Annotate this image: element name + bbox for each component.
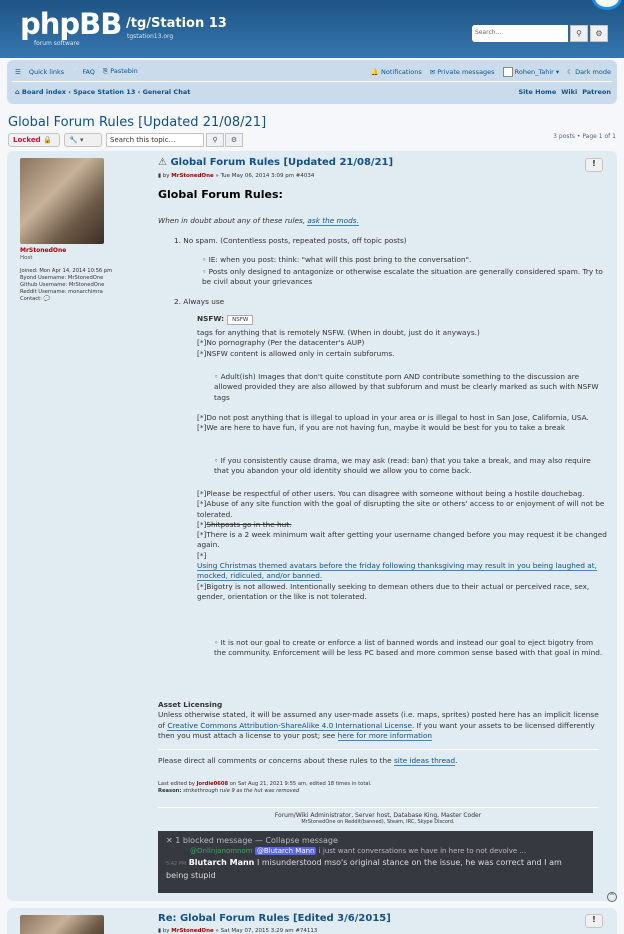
private-messages-link[interactable]: ✉ Private messages <box>429 68 495 76</box>
site-url: tgstation13.org <box>127 33 174 40</box>
nsfw-tag: NSFW <box>227 315 253 325</box>
chevron-down-icon: ▾ <box>79 136 84 144</box>
edit-rest: on Sat Aug 21, 2021 9:55 am, edited 18 times in total. <box>229 781 372 787</box>
topic-search-icon[interactable]: ⚲ <box>206 133 224 147</box>
edit-user[interactable]: Jordie0608 <box>196 781 229 787</box>
navbar-divider <box>12 81 612 82</box>
post-icon: ▮ <box>158 173 162 179</box>
reason-text: strikethrough rule 9 as the hut was removed <box>183 788 300 794</box>
rule-1b: ◦ Posts only designed to antagonize or otherwise escalate the situation are generally considered spam. Try to be civil about your grievances <box>202 267 603 287</box>
subforum-rule: [*]NSFW content is allowed only in certain subforums. <box>197 348 395 358</box>
chat-user: Blutarch Mann <box>188 858 255 867</box>
breadcrumb: ⌂ Board index ‹ Space Station 13 ‹ General Chat <box>15 88 191 96</box>
edit-label: Last edited by <box>158 781 195 787</box>
subforum-rule-detail: ◦ Adult(ish) Images that don't quite constitute porn AND contribute something to the discussion are allowed provided they are also allowed by that subforum and must be clearly marked as such with NSFW tags <box>214 372 599 402</box>
hut-rule: Shitposts go in the hut. <box>206 519 292 529</box>
pastebin-label: Pastebin <box>110 67 138 75</box>
navbar <box>7 60 617 104</box>
asset-text-2: . If you want your assets to be licensed differently then you must attach a license to your post; see <box>158 720 595 740</box>
post-title[interactable] <box>158 157 393 168</box>
rule-1b-text: Posts only designed to antagonize or otherwise escalate the situation are generally considered spam. Try to be civil about your grievances <box>202 267 603 287</box>
post-author[interactable]: MrStonedOne <box>20 247 67 254</box>
cc-license-link[interactable]: Creative Commons Attribution-ShareAlike 4.0 International License <box>167 720 412 730</box>
post <box>7 151 617 901</box>
faq-link[interactable]: ❔ FAQ <box>72 67 95 76</box>
signature-line-2: MrStonedOne on Reddit(banned), Steam, IRC, Skype Discord. <box>301 819 455 825</box>
post-title[interactable]: Re: Global Forum Rules [Edited 3/6/2015] <box>158 913 391 924</box>
rule-1-text: No spam. (Contentless posts, repeated posts, off topic posts) <box>183 236 407 245</box>
gear-icon[interactable]: ⚙ <box>590 25 608 42</box>
chat-time: 5:42 PM <box>166 861 187 867</box>
fun-rule: [*]We are here to have fun, if you are not having fun, maybe it would be best for you to take a break <box>197 423 566 433</box>
rule-1: 1. No spam. (Contentless posts, repeated posts, off topic posts) <box>174 236 407 245</box>
post-icon: ▮ <box>158 928 162 934</box>
rule-2-body <box>197 328 607 359</box>
bigotry-rule-detail-text: It is not our goal to create or enforce a list of banned words and instead our goal to eject bigotry from the community. Enforcement will be less PC based and more common sense based with that goal in mind. <box>214 638 603 658</box>
site-ideas-link[interactable]: site ideas thread <box>394 756 456 765</box>
asset-heading: Asset Licensing <box>158 700 223 709</box>
christmas-rule-link[interactable]: Using Christmas themed avatars before the friday following thanksgiving may result in you being laughed at, mocked, ridiculed, and/or banned. <box>197 561 597 581</box>
profile-reddit: Reddit Username: monarchimra <box>20 289 103 295</box>
post <box>7 908 617 934</box>
direct-comments: Please direct all comments or concerns about these rules to the site ideas thread. <box>158 756 458 765</box>
asset-text-1: Unless otherwise stated, it will be assumed any user-made assets (i.e. maps, sprites) posted here has an implicit license of <box>158 710 599 730</box>
crumb-board-index[interactable]: Board index <box>21 88 66 96</box>
dark-mode-toggle[interactable]: ☾ Dark mode <box>567 68 611 76</box>
locked-label: Locked <box>13 136 41 144</box>
chat-message: I misunderstood mso's original stance on the issue, he was correct and I am being stupid <box>166 858 562 880</box>
nsfw-label <box>197 314 253 325</box>
chat-mention: @Blutarch Mann <box>256 847 315 855</box>
lock-icon: 🔒 <box>43 136 52 144</box>
signature-image-chat <box>158 831 593 893</box>
report-button[interactable]: ! <box>585 158 603 172</box>
wrench-icon: 🔧 <box>69 136 78 144</box>
chat-reply-user: @Onlinjanomnom <box>190 847 253 855</box>
locked-button[interactable] <box>8 133 60 147</box>
logo-subtitle: forum software <box>34 40 80 47</box>
corner-badge <box>592 0 622 10</box>
username-rule: [*]There is a 2 week minimum wait after getting your username changed before you may request it be changed again. <box>197 530 607 550</box>
meta-by: by <box>162 173 170 179</box>
meta-date: » Tue May 06, 2014 3:09 pm #4034 <box>215 173 315 179</box>
profile-joined: Joined: Mon Apr 14, 2014 10:56 pm <box>20 268 113 274</box>
rule-2-body-2 <box>197 413 607 434</box>
post-title-text: Global Forum Rules [Updated 21/08/21] <box>170 157 394 168</box>
post-meta <box>158 928 317 934</box>
quick-links[interactable]: Quick links <box>28 67 65 76</box>
search-icon[interactable]: ⚲ <box>570 25 588 42</box>
pagination: 3 posts • Page 1 of 1 <box>553 133 616 140</box>
hut-prefix: [*] <box>197 519 207 529</box>
rule-1a-text: IE: when you post: think: "what will this post bring to the conversation". <box>208 255 472 264</box>
drama-rule: ◦ If you consistently cause drama, we may ask (read: ban) that you take a break, and may also require that you abandon your old identity should we allow you to come back. <box>214 456 591 476</box>
avatar <box>20 158 104 244</box>
avatar <box>503 67 513 77</box>
ask-mods-link[interactable]: ask the mods. <box>307 216 359 225</box>
site-title[interactable]: /tg/Station 13 <box>126 16 227 31</box>
faq-label: FAQ <box>82 67 95 76</box>
rule-1a: ◦ IE: when you post: think: "what will this post bring to the conversation". <box>202 255 472 264</box>
close-icon: ✕ <box>166 836 173 845</box>
christmas-prefix: [*] <box>197 550 207 560</box>
asset-licensing <box>158 700 603 741</box>
crumb-space-station[interactable]: Space Station 13 <box>73 88 136 96</box>
edit-note <box>158 781 372 795</box>
username-label: Rohen_Tahir <box>514 68 554 76</box>
intro-label: When in doubt about any of these rules, <box>158 216 306 225</box>
license-info-link[interactable]: here for more information <box>337 730 433 740</box>
wiki-link[interactable]: Wiki <box>561 88 578 96</box>
home-icon: ⌂ <box>15 88 20 96</box>
respect-rule: [*]Please be respectful of other users. You can disagree with someone without being a hostile douchebag. <box>197 489 585 498</box>
notifications-label: Notifications <box>381 68 422 76</box>
meta-date: » Sat May 07, 2015 3:29 am #74113 <box>215 928 318 934</box>
pastebin-link[interactable]: ⎘ Pastebin <box>102 67 138 75</box>
drama-rule-text: If you consistently cause drama, we may ask (read: ban) that you take a break, and may also require that you abandon your old identity should we allow you to come back. <box>214 456 591 476</box>
signature <box>158 812 598 825</box>
illegal-rule: [*]Do not post anything that is illegal to upload in your area or is illegal to host in San Jose, California, USA. <box>197 413 589 422</box>
divider <box>158 749 598 750</box>
site-header <box>0 0 624 58</box>
nsfw-rule: tags for anything that is remotely NSFW. (When in doubt, just do it anyways.) <box>197 328 480 337</box>
topic-title[interactable]: Global Forum Rules [Updated 21/08/21] <box>8 115 267 130</box>
site-home-link[interactable]: Site Home <box>518 88 557 96</box>
chat-header: 1 blocked message — Collapse message <box>175 836 338 845</box>
direct-text: Please direct all comments or concerns about these rules to the <box>158 756 392 765</box>
author-profile <box>20 268 112 303</box>
rule-2-body-3 <box>197 489 607 602</box>
bigotry-rule-detail: ◦ It is not our goal to create or enforce a list of banned words and instead our goal to eject bigotry from the community. Enforcement will be less PC based and more common sense based with that goal in mind. <box>214 638 603 658</box>
chat-reply-text: i just want conversations we have in here to not devolve ... <box>318 847 527 855</box>
reason-label: Reason: <box>158 788 182 794</box>
abuse-rule: [*]Abuse of any site function with the goal of disrupting the site or others' access to or enjoyment of will not be tolerated. <box>197 499 605 519</box>
nsfw-label-text: NSFW: <box>197 314 225 323</box>
post-heading: Global Forum Rules: <box>158 188 283 201</box>
intro-text <box>158 216 359 225</box>
site-logo[interactable]: phpBB <box>20 7 122 41</box>
subforum-rule-detail-text: Adult(ish) Images that don't quite constitute porn AND contribute something to the discussion are allowed provided they are also allowed by that subforum and must be clearly marked as such with NSFW tags <box>214 372 599 402</box>
avatar <box>20 915 104 934</box>
header-search-input[interactable]: Search… <box>472 25 568 42</box>
topic-search-gear-icon[interactable]: ⚙ <box>225 133 243 147</box>
rule-2-text: Always use <box>183 297 225 306</box>
post-meta <box>158 173 314 179</box>
profile-byond: Byond Username: MrStonedOne <box>20 275 104 281</box>
signature-divider <box>158 807 598 808</box>
user-menu[interactable]: Rohen_Tahir ▾ <box>503 67 560 77</box>
rule-2: 2. Always use <box>174 297 225 306</box>
report-button[interactable]: ! <box>585 914 603 928</box>
topic-search-input[interactable]: Search this topic… <box>106 133 204 147</box>
meta-by: by <box>162 928 170 934</box>
meta-author[interactable]: MrStonedOne <box>171 173 214 179</box>
notifications-link[interactable]: 🔔 Notifications <box>370 68 422 76</box>
menu-icon[interactable]: ☰ <box>15 67 21 76</box>
dark-mode-label: Dark mode <box>575 68 611 76</box>
profile-github: Github Username: MrStonedOne <box>20 282 105 288</box>
crumb-general-chat[interactable]: General Chat <box>142 88 191 96</box>
back-to-top-icon[interactable]: ^ <box>607 892 617 902</box>
meta-author[interactable]: MrStonedOne <box>171 928 214 934</box>
author-rank: Host <box>20 255 33 261</box>
porn-rule: [*]No pornography (Per the datacenter's AUP) <box>197 338 365 348</box>
contact-icon[interactable]: 💬 <box>43 296 51 302</box>
pm-label: Private messages <box>437 68 495 76</box>
topic-tools-button[interactable] <box>64 133 102 147</box>
patreon-link[interactable]: Patreon <box>582 88 611 96</box>
profile-contact: Contact: <box>20 296 42 302</box>
bigotry-rule: [*]Bigotry is not allowed. Intentionally seeking to demean others due to their actual or perceived race, sex, gender, orientation or the like is not tolerated. <box>197 581 590 601</box>
signature-line-1: Forum/Wiki Administrator, Server host, Database King, Master Coder <box>274 812 482 819</box>
warning-icon: ⚠ <box>158 157 167 168</box>
